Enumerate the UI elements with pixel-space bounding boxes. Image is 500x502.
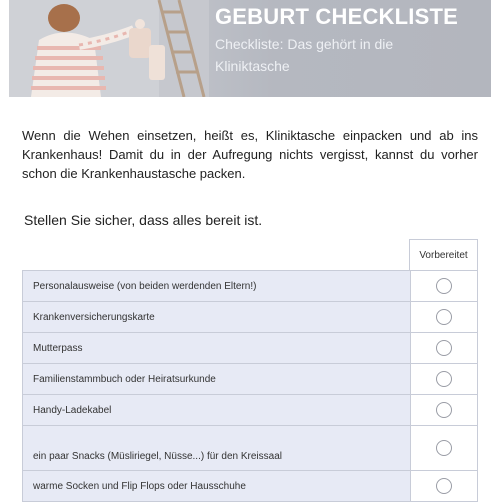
checklist-item-label: warme Socken und Flip Flops oder Hausschuhe [22, 471, 410, 501]
hero-banner [9, 0, 491, 97]
checklist-item-label: Handy-Ladekabel [22, 395, 410, 425]
checklist-item-cell [410, 271, 478, 301]
prepared-radio[interactable] [436, 478, 452, 494]
checklist-item-label: Familienstammbuch oder Heiratsurkunde [22, 364, 410, 394]
page-title: GEBURT CHECKLISTE [215, 4, 458, 29]
checklist-item-label: Mutterpass [22, 333, 410, 363]
prepared-radio[interactable] [436, 309, 452, 325]
page-subtitle: Checkliste: Das gehört in die Kliniktasche [215, 36, 394, 74]
section-heading: Stellen Sie sicher, dass alles bereit ist. [24, 212, 263, 228]
checklist-row [22, 364, 478, 395]
checklist-row [22, 302, 478, 333]
intro-paragraph: Wenn die Wehen einsetzen, heißt es, Kliniktasche einpacken und ab ins Krankenhaus! Damit du in der Aufregung nichts vergisst, kannst du vorher schon die Krankenhaustasche packen. [22, 128, 478, 181]
checklist-row [22, 333, 478, 364]
checklist-item-cell [410, 302, 478, 332]
checklist-row [22, 271, 478, 302]
checklist-item-cell [410, 364, 478, 394]
checklist-item-label: ein paar Snacks (Müsliriegel, Nüsse...) für den Kreissaal [22, 426, 410, 470]
prepared-radio[interactable] [436, 340, 452, 356]
checklist-table [22, 270, 478, 502]
prepared-radio[interactable] [436, 402, 452, 418]
prepared-radio[interactable] [436, 440, 452, 456]
checklist-row [22, 426, 478, 471]
checklist-item-cell [410, 426, 478, 470]
column-header-prepared: Vorbereitet [409, 239, 478, 271]
checklist-item-label: Krankenversicherungskarte [22, 302, 410, 332]
prepared-radio[interactable] [436, 371, 452, 387]
checklist-item-cell [410, 333, 478, 363]
hero-photo-image [9, 0, 209, 97]
checklist-item-cell [410, 395, 478, 425]
checklist-item-label: Personalausweise (von beiden werdenden Eltern!) [22, 271, 410, 301]
checklist-row [22, 471, 478, 502]
checklist-row [22, 395, 478, 426]
checklist-item-cell [410, 471, 478, 501]
prepared-radio[interactable] [436, 278, 452, 294]
